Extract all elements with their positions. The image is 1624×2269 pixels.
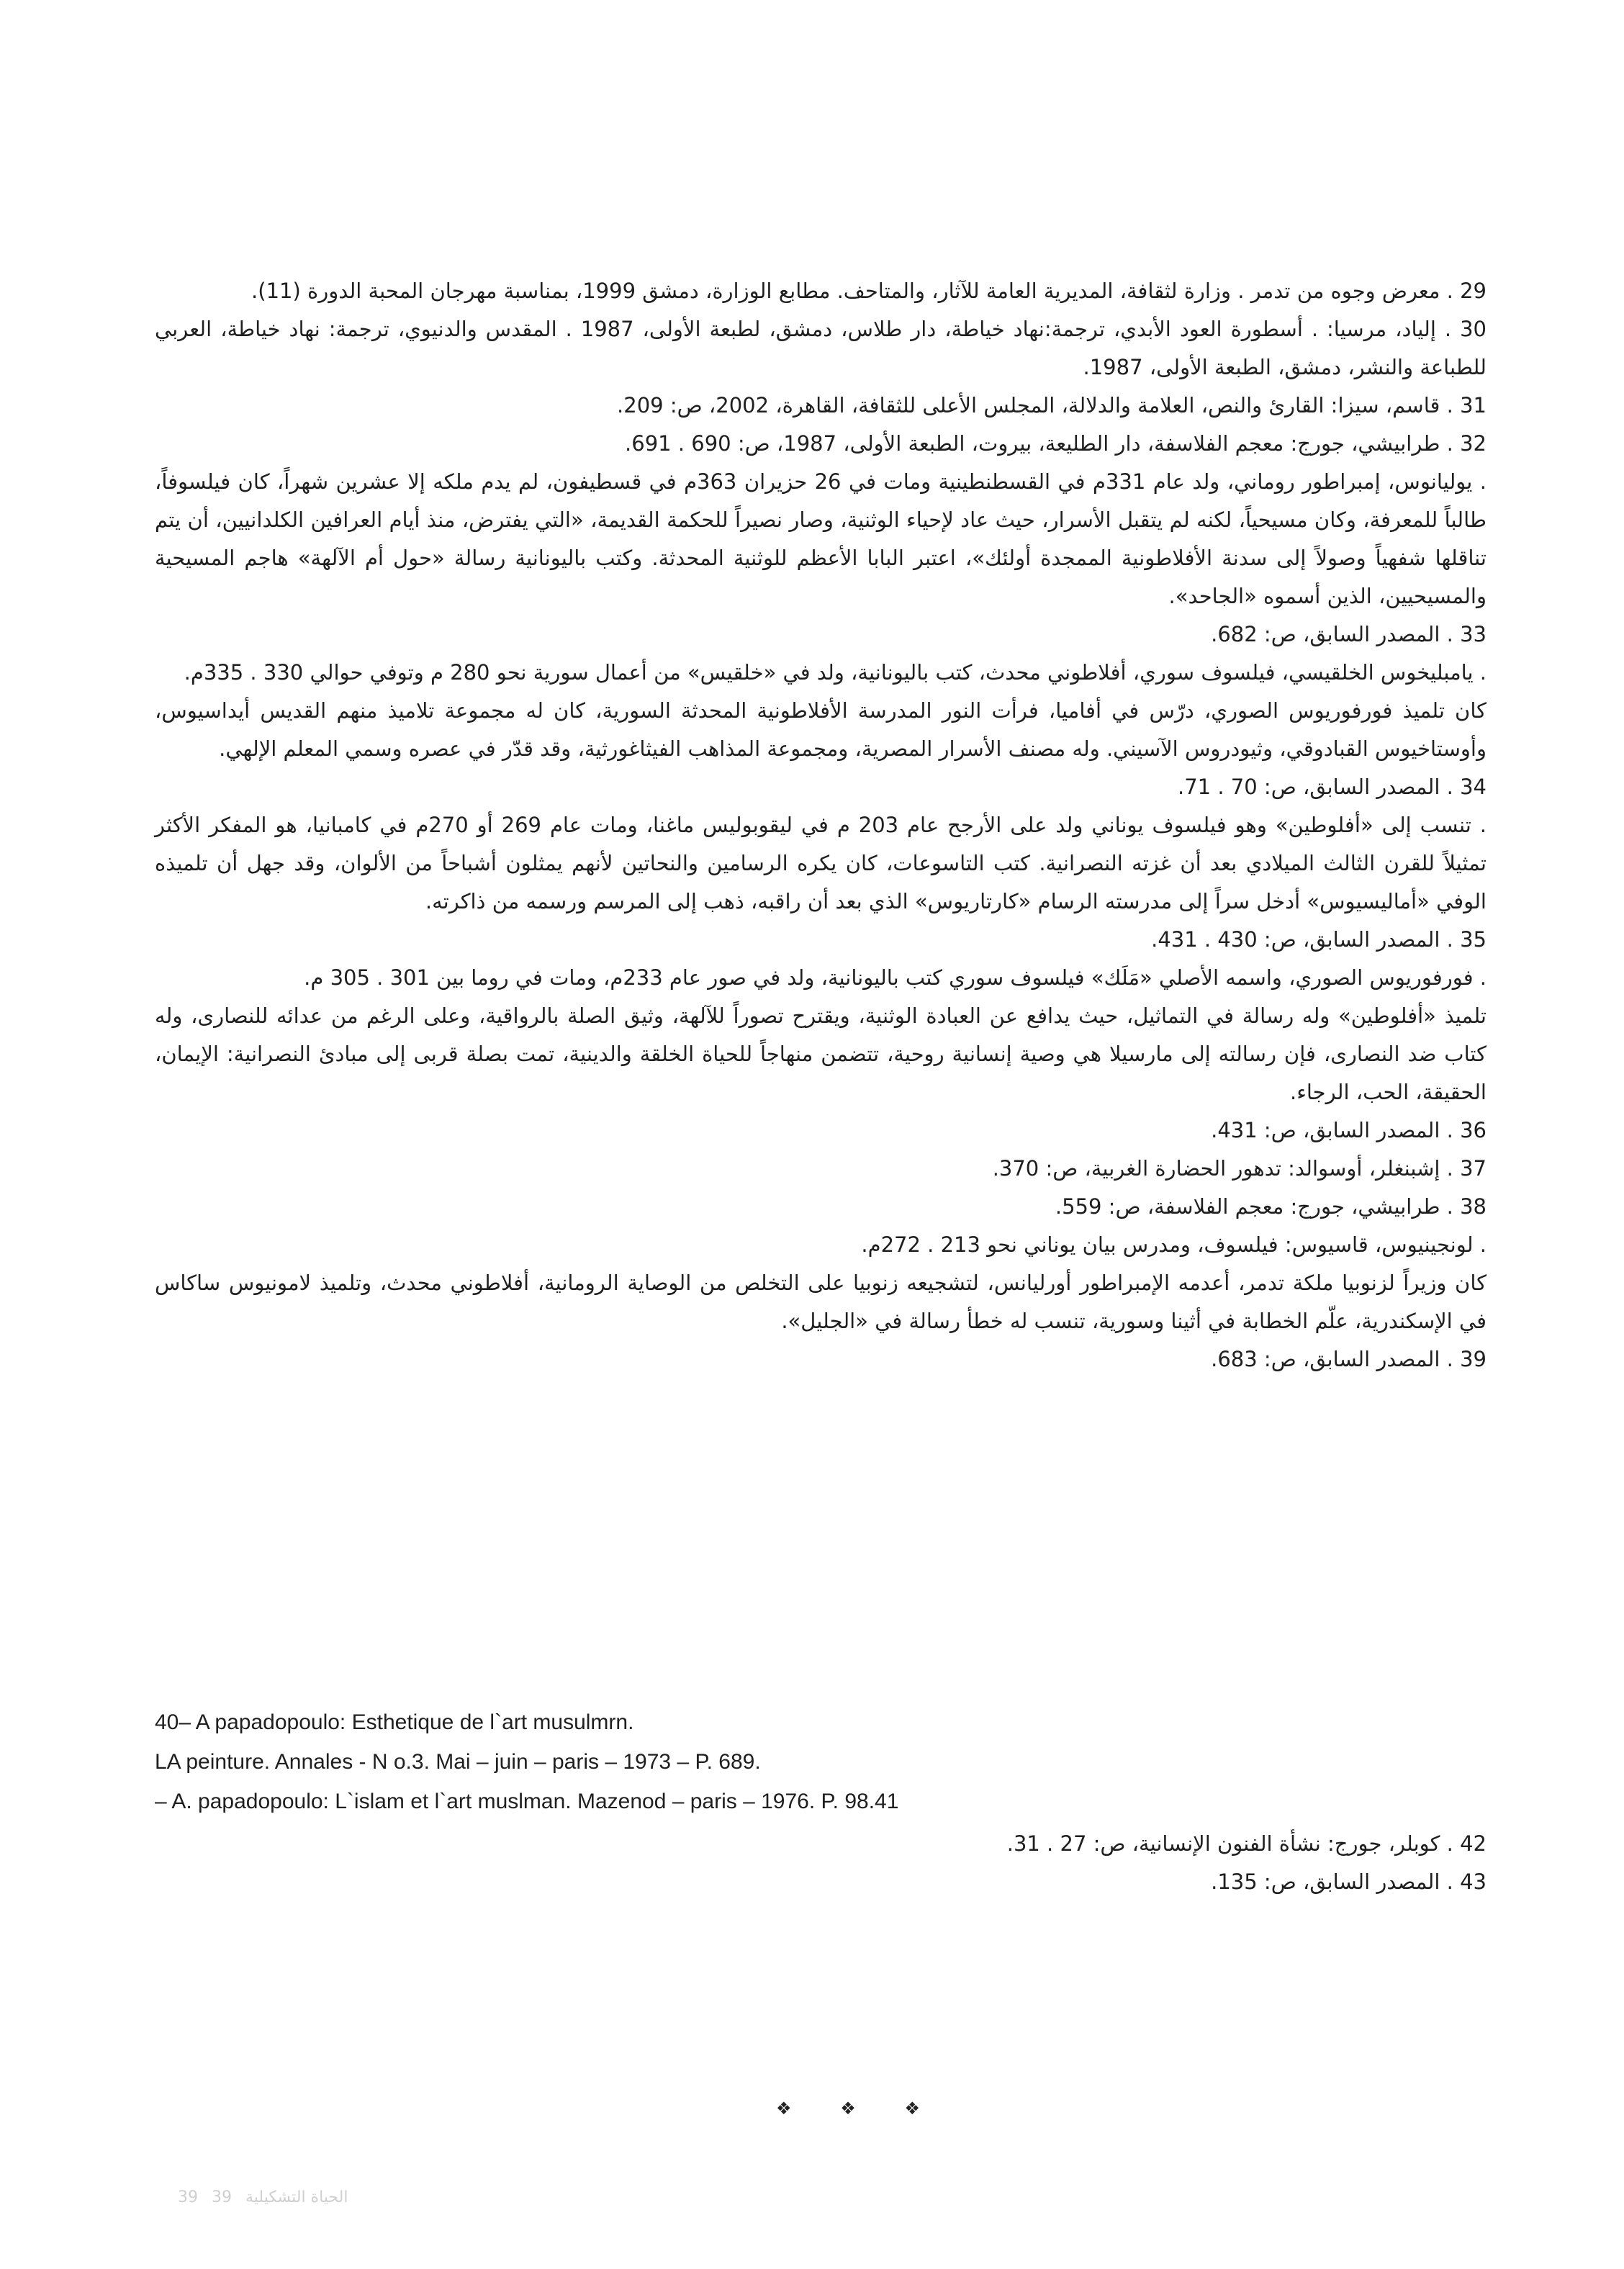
endnote-35-porphyry-cont: تلميذ «أفلوطين» وله رسالة في التماثيل، حيث يدافع عن العبادة الوثنية، ويقترح تصوراً للآلهة، وثيق الصلة بالرواقية، وعلى الرغم من عدائه للنصارى، وله كتاب ضد النصارى، فإن رسالته إلى مارسيلا هي وصية إنسانية روحية، تتضمن منهاجاً للحياة الخلقة والدينية، تمت بصلة قربى إلى مبادئ النصرانية: الإيمان، الحقيقة، الحب، الرجاء. — [155, 1003, 1487, 1104]
diamond-ornament-icon: ❖ — [904, 2098, 920, 2119]
page-footer — [169, 2188, 348, 2206]
latin-ref-line-3: – A. papadopoulo: L`islam et l`art muslman. Mazenod – paris – 1976. P. 98.41 — [155, 1790, 899, 1813]
endnote-29: 29 . معرض وجوه من تدمر . وزارة لثقافة، المديرية العامة للآثار، والمتاحف. مطابع الوزارة، دمشق 1999، بمناسبة مهرجان المحبة الدورة (11). — [251, 279, 1487, 303]
endnotes-arabic-end — [155, 1825, 1487, 1901]
endnote-31: 31 . قاسم، سيزا: القارئ والنص، العلامة والدلالة، المجلس الأعلى للثقافة، القاهرة، 2002، ص: 209. — [617, 393, 1487, 418]
endnote-34: 34 . المصدر السابق، ص: 70 . 71. — [1178, 775, 1487, 799]
endnote-38-longinus-cont: كان وزيراً لزنوبيا ملكة تدمر، أعدمه الإمبراطور أورليانس، لتشجيعه زنوبيا على التخلص من الوصاية الرومانية، أفلاطوني محدث، وتلميذ لامونيوس ساكاس في الإسكندرية، علّم الخطابة في أثينا وسورية، تنسب له خطأ رسالة في «الجليل». — [155, 1271, 1487, 1333]
endnote-35: 35 . المصدر السابق، ص: 430 . 431. — [1151, 927, 1487, 952]
endnote-40-latin — [155, 1702, 1487, 1821]
endnote-39: 39 . المصدر السابق، ص: 683. — [1211, 1347, 1487, 1371]
section-ornament — [776, 2098, 920, 2119]
footer-magazine-name: الحياة التشكيلية — [245, 2188, 348, 2206]
endnote-37: 37 . إشبنغلر، أوسوالد: تدهور الحضارة الغربية، ص: 370. — [992, 1156, 1487, 1181]
endnote-33-iamblichus: . يامبليخوس الخلقيسي، فيلسوف سوري، أفلاطوني محدث، كتب باليونانية، ولد في «خلقيس» من أعمال سورية نحو 280 م وتوفي حوالي 330 . 335م. — [184, 660, 1487, 685]
endnote-32-julian: . يوليانوس، إمبراطور روماني، ولد عام 331م في القسطنطينية ومات في 26 حزيران 363م في قسطيفون، لم يدم ملكه إلا عشرين شهراً، كان فيلسوفاً، طالباً للمعرفة، وكان مسيحياً، لكنه لم يتقبل الأسرار، حيث عاد لإحياء الوثنية، وصار نصيراً للحكمة القديمة، «التي يفترض، منذ أيام العرافين الكلدانيين، أن يتم تناقلها شفهياً وصولاً إلى سدنة الأفلاطونية الممجدة أولئك»، اعتبر البابا الأعظم للوثنية المحدثة. وكتب باليونانية رسالة «حول أم الآلهة» هاجم المسيحية والمسيحيين، الذين أسموه «الجاحد». — [155, 469, 1487, 608]
endnotes-arabic — [155, 272, 1487, 1379]
endnote-36: 36 . المصدر السابق، ص: 431. — [1211, 1118, 1487, 1142]
endnote-42: 42 . كوبلر، جورج: نشأة الفنون الإنسانية، ص: 27 . 31. — [1006, 1831, 1487, 1856]
diamond-ornament-icon: ❖ — [776, 2098, 792, 2119]
footer-page-number: 39 — [178, 2188, 198, 2206]
latin-ref-line-1: 40– A papadopoulo: Esthetique de l`art musulmrn. — [155, 1710, 634, 1734]
footer-issue: 39 — [212, 2188, 232, 2206]
endnote-38-longinus: . لونجينيوس، قاسيوس: فيلسوف، ومدرس بيان يوناني نحو 213 . 272م. — [861, 1232, 1487, 1257]
endnote-38: 38 . طرابيشي، جورج: معجم الفلاسفة، ص: 559. — [1055, 1194, 1487, 1219]
diamond-ornament-icon: ❖ — [840, 2098, 856, 2119]
endnote-34-plotinus: . تنسب إلى «أفلوطين» وهو فيلسوف يوناني ولد على الأرجح عام 203 م في ليقوبوليس ماغنا، ومات عام 269 أو 270م في كامبانيا، هو المفكر الأكثر تمثيلاً للقرن الثالث الميلادي بعد أن غزته النصرانية. كتب التاسوعات، كان يكره الرسامين والنحاتين لأنهم يمثلون أشباحاً من الألوان، وقد جهل أن تلميذه الوفي «أماليسيوس» أدخل سراً إلى مدرسته الرسام «كارتاريوس» الذي بعد أن راقبه، ذهب إلى المرسم ورسمه من ذاكرته. — [155, 813, 1487, 914]
endnote-33: 33 . المصدر السابق، ص: 682. — [1211, 622, 1487, 646]
endnote-43: 43 . المصدر السابق، ص: 135. — [1211, 1869, 1487, 1894]
endnote-30: 30 . إلياد، مرسيا: . أسطورة العود الأبدي، ترجمة:نهاد خياطة، دار طلاس، دمشق، لطبعة الأولى، 1987 . المقدس والدنيوي، ترجمة: نهاد خياطة، العربي للطباعة والنشر، دمشق، الطبعة الأولى، 1987. — [155, 317, 1487, 379]
endnote-33-iamblichus-cont: كان تلميذ فورفوريوس الصوري، درّس في أفاميا، فرأت النور المدرسة الأفلاطونية المحدثة السورية، كان له مجموعة تلاميذ منهم القديس أيداسيوس، وأوستاخيوس القبادوقي، وثيودروس الآسيني. وله مصنف الأسرار المصرية، ومجموعة المذاهب الفيثاغورثية، وقد قدّر في عصره وسمي المعلم الإلهي. — [155, 698, 1487, 761]
endnote-32: 32 . طرابيشي، جورج: معجم الفلاسفة، دار الطليعة، بيروت، الطبعة الأولى، 1987، ص: 690 . 691. — [625, 431, 1487, 456]
endnote-35-porphyry: . فورفوريوس الصوري، واسمه الأصلي «مَلَك» فيلسوف سوري كتب باليونانية، ولد في صور عام 233م، ومات في روما بين 301 . 305 م. — [304, 965, 1487, 990]
latin-ref-line-2: LA peinture. Annales - N o.3. Mai – juin – paris – 1973 – P. 689. — [155, 1750, 761, 1774]
